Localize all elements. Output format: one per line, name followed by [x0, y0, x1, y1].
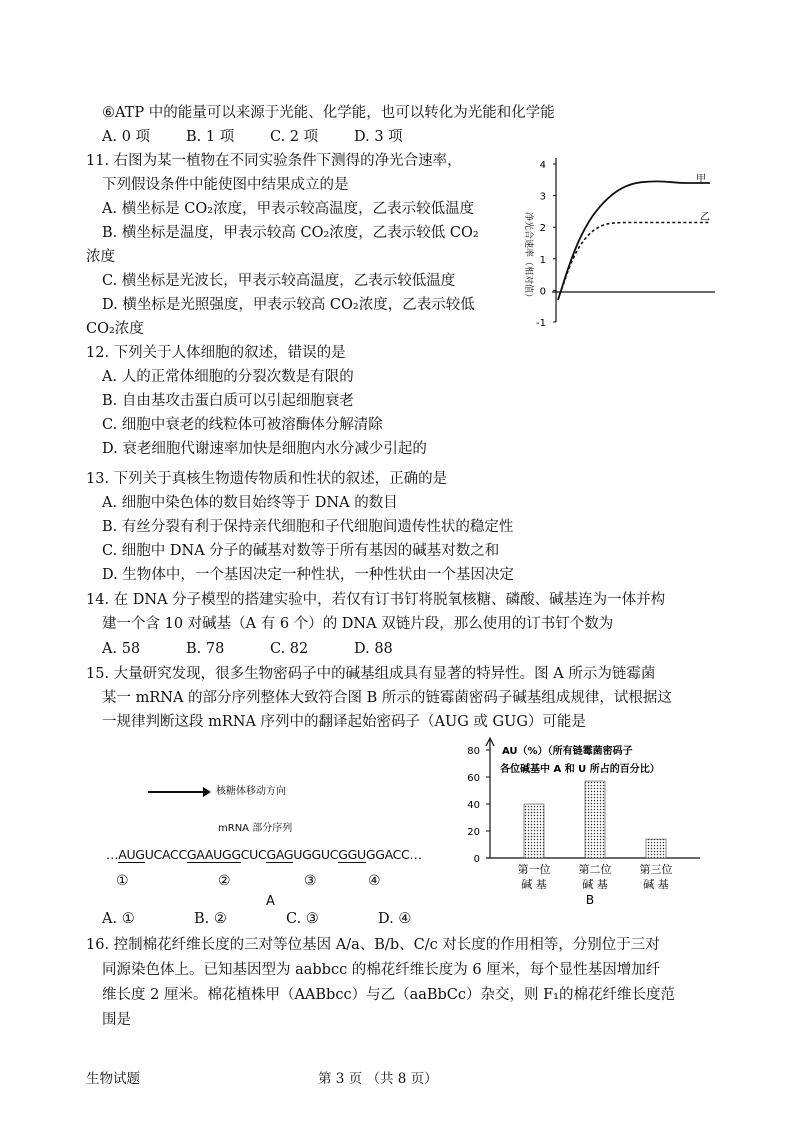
q11-option-d[interactable]: D. 横坐标是光照强度，甲表示较高 CO₂浓度，乙表示较低	[102, 297, 475, 313]
series-yi-label: 乙	[700, 212, 710, 223]
q10-item6: ⑥ATP 中的能量可以来源于光能、化学能，也可以转化为光能和化学能	[102, 105, 555, 121]
figure-a	[106, 780, 460, 910]
q15-stem-1: 15. 大量研究发现，很多生物密码子中的碱基组成具有显著的特异性。图 A 所示为链霉菌	[86, 666, 656, 682]
q10-option-a[interactable]: A. 0 项	[102, 129, 151, 145]
q12-option-c[interactable]: C. 细胞中衰老的线粒体可被溶酶体分解清除	[102, 417, 383, 433]
q14-option-d[interactable]: D. 88	[354, 641, 393, 657]
footer-subject: 生物试题	[86, 1071, 140, 1087]
bar-category-label: 碱 基	[582, 878, 608, 891]
q14-stem-2: 建一个含 10 对碱基（A 有 6 个）的 DNA 双链片段，那么使用的订书钉个数为	[102, 616, 614, 632]
y-tick-label: 0	[539, 286, 546, 298]
y-tick-label: -1	[536, 318, 546, 329]
bar-y-tick-label: 40	[467, 800, 480, 811]
q15-options	[102, 910, 411, 928]
series-yi-line	[558, 223, 710, 300]
q11-stem-2: 下列假设条件中能使图中结果成立的是	[102, 177, 349, 193]
codon-4: GGU	[338, 847, 366, 862]
y-tick-label: 2	[539, 223, 546, 235]
q14-stem-1: 14. 在 DNA 分子模型的搭建实验中，若仅有订书钉将脱氧核糖、磷酸、碱基连为一体并构	[86, 592, 666, 608]
bar-y-tick-label: 80	[467, 746, 480, 757]
q16-stem-1: 16. 控制棉花纤维长度的三对等位基因 A/a、B/b、C/c 对长度的作用相等，分别位于三对	[86, 937, 660, 953]
y-tick-label: 1	[539, 254, 546, 266]
figure-a-label: A	[266, 894, 275, 909]
q12-option-b[interactable]: B. 自由基攻击蛋白质可以引起细胞衰老	[102, 393, 354, 409]
bar	[646, 839, 666, 858]
q13-option-a[interactable]: A. 细胞中染色体的数目始终等于 DNA 的数目	[102, 495, 398, 511]
codon-2-b: UGG	[213, 847, 241, 862]
mark-3: ③	[304, 873, 317, 889]
q10-option-b[interactable]: B. 1 项	[186, 129, 235, 145]
bar-chart-title-2: 各位碱基中 A 和 U 所占的百分比）	[500, 764, 660, 775]
mark-4: ④	[368, 873, 381, 889]
q12-option-d[interactable]: D. 衰老细胞代谢速率加快是细胞内水分减少引起的	[102, 441, 427, 457]
q15-option-b[interactable]: B. ②	[194, 911, 227, 927]
photosynthesis-chart	[510, 150, 740, 335]
codon-2-a: GAA	[186, 847, 214, 862]
q16-stem-3: 维长度 2 厘米。棉花植株甲（AABbcc）与乙（aaBbCc）杂交，则 F₁的棉花纤维长度范	[102, 987, 675, 1003]
mrna-sequence-title: mRNA 部分序列	[218, 823, 293, 834]
q14-option-c[interactable]: C. 82	[270, 641, 309, 657]
q15-option-a[interactable]: A. ①	[102, 911, 135, 927]
q13-option-d[interactable]: D. 生物体中，一个基因决定一种性状，一种性状由一个基因决定	[102, 567, 514, 583]
q10-option-c[interactable]: C. 2 项	[270, 129, 319, 145]
q16-stem-2: 同源染色体上。已知基因型为 aabbcc 的棉花纤维长度为 6 厘米，每个显性基因增加纤	[102, 962, 661, 978]
q11-option-c[interactable]: C. 横坐标是光波长，甲表示较高温度，乙表示较低温度	[102, 273, 456, 289]
q11-stem-1: 11. 右图为某一植物在不同实验条件下测得的净光合速率，	[86, 153, 462, 169]
codon-1: AUG	[118, 847, 145, 862]
mark-1: ①	[116, 873, 129, 889]
q15-stem-3: 一规律判断这段 mRNA 序列中的翻译起始密码子（AUG 或 GUG）可能是	[102, 714, 586, 730]
q10-options	[102, 128, 403, 146]
q10-option-d[interactable]: D. 3 项	[354, 129, 403, 145]
q14-options	[102, 640, 393, 658]
footer-page-number: 第 3 页 （共 8 页）	[318, 1071, 438, 1087]
bar-category-label: 第一位	[517, 863, 551, 876]
q11-option-d-cont: CO₂浓度	[86, 321, 144, 337]
q13-option-b[interactable]: B. 有丝分裂有利于保持亲代细胞和子代细胞间遗传性状的稳定性	[102, 519, 514, 535]
q12-option-a[interactable]: A. 人的正常体细胞的分裂次数是有限的	[102, 369, 354, 385]
y-tick-label: 4	[539, 160, 546, 171]
q14-option-b[interactable]: B. 78	[186, 641, 225, 657]
mark-2: ②	[218, 873, 231, 889]
q11-option-a[interactable]: A. 横坐标是 CO₂浓度，甲表示较高温度，乙表示较低温度	[102, 201, 475, 217]
q16-stem-4: 围是	[102, 1012, 131, 1028]
codon-3: GAG	[266, 847, 294, 862]
bar-y-tick-label: 20	[467, 827, 480, 838]
series-jia-line	[558, 181, 710, 300]
q12-stem: 12. 下列关于人体细胞的叙述，错误的是	[86, 345, 346, 361]
q13-stem: 13. 下列关于真核生物遗传物质和性状的叙述，正确的是	[86, 471, 448, 487]
bar-category-label: 碱 基	[521, 878, 547, 891]
figure-b-label: B	[585, 893, 595, 907]
bar-category-label: 第二位	[578, 863, 612, 876]
series-jia-label: 甲	[696, 174, 706, 185]
q15-option-c[interactable]: C. ③	[286, 911, 319, 927]
chart-ylabel: 净光合速率（相对值）	[523, 212, 533, 303]
q11-option-b[interactable]: B. 横坐标是温度，甲表示较高 CO₂浓度，乙表示较低 CO₂	[102, 225, 479, 241]
bar	[524, 804, 544, 858]
q15-option-d[interactable]: D. ④	[378, 911, 412, 927]
q15-stem-2: 某一 mRNA 的部分序列整体大致符合图 B 所示的链霉菌密码子碱基组成规律，试根据这	[102, 690, 672, 706]
bar-category-label: 碱 基	[643, 878, 669, 891]
ribosome-direction-label: 核糖体移动方向	[216, 786, 286, 797]
y-tick-label: 3	[539, 191, 546, 203]
bar-y-tick-label: 0	[473, 854, 480, 865]
bar	[585, 781, 605, 858]
bar-category-label: 第三位	[639, 863, 673, 876]
bar-chart-title-1: AU（%）（所有链霉菌密码子	[502, 746, 633, 757]
q13-option-c[interactable]: C. 细胞中 DNA 分子的碱基对数等于所有基因的碱基对数之和	[102, 543, 500, 559]
q14-option-a[interactable]: A. 58	[102, 641, 141, 657]
mrna-sequence: …AUGUCACCGAAUGGCUCGAGUGGUCGGUGGACC…	[106, 847, 422, 862]
bar-y-tick-label: 60	[467, 773, 480, 784]
codon-au-bar-chart	[452, 736, 712, 908]
q11-option-b-cont: 浓度	[86, 249, 115, 265]
